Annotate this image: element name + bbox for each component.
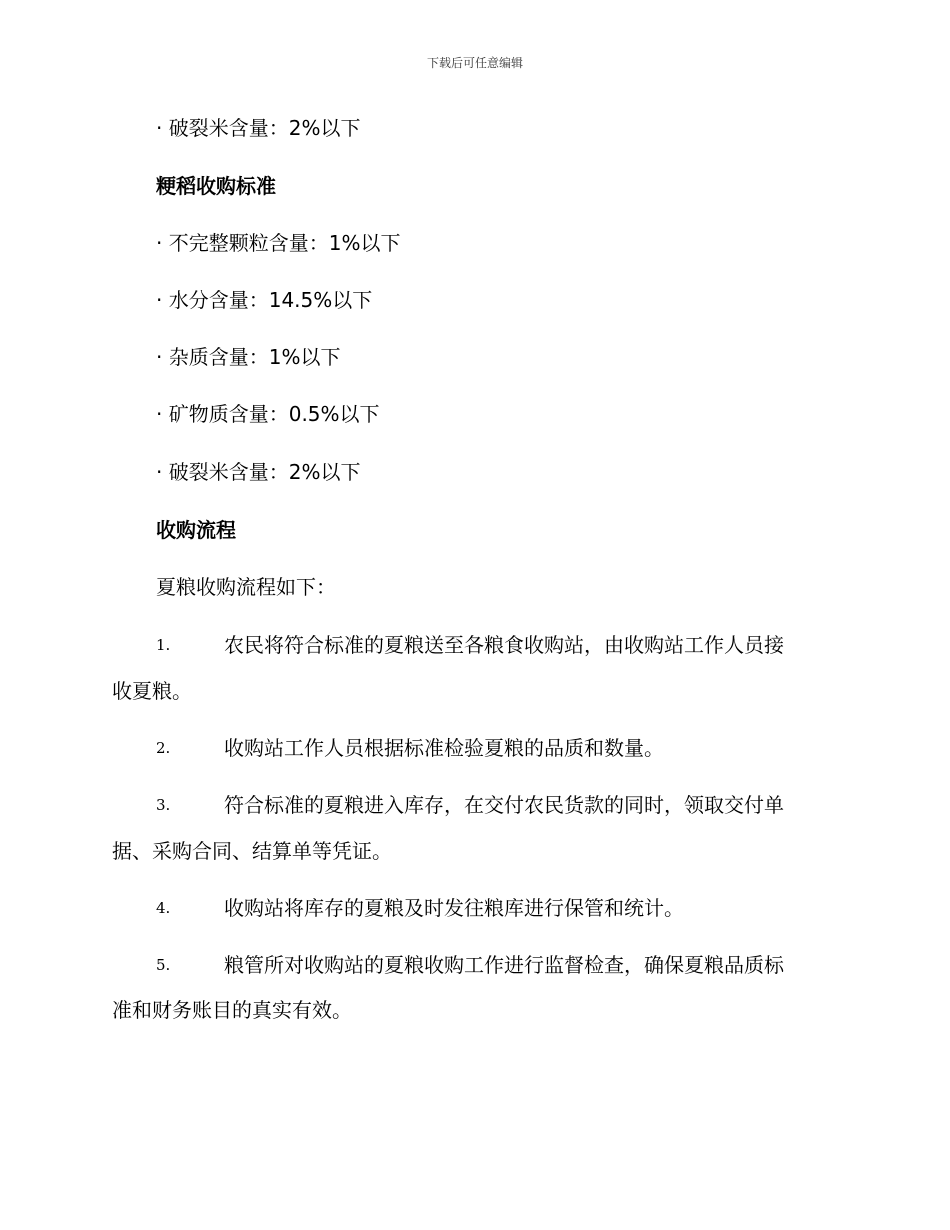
bullet-broken-rice: · 破裂米含量：2%以下 [156,460,361,484]
bullet-broken-rice-prev: · 破裂米含量：2%以下 [156,116,361,140]
process-item-text: 符合标准的夏粮进入库存，在交付农民货款的同时，领取交付单 [224,793,784,817]
process-item-text: 农民将符合标准的夏粮送至各粮食收购站，由收购站工作人员接 [224,633,784,657]
page-header: 下载后可任意编辑 [426,56,523,70]
process-item-number: 4. [156,899,171,917]
bullet-mineral: · 矿物质含量：0.5%以下 [156,402,380,426]
process-item-text-cont: 据、采购合同、结算单等凭证。 [112,839,392,863]
process-intro: 夏粮收购流程如下： [156,575,336,599]
process-item-number: 5. [156,956,171,974]
heading-process: 收购流程 [156,518,236,542]
process-item-text: 收购站将库存的夏粮及时发往粮库进行保管和统计。 [224,896,684,920]
process-item-number: 3. [156,796,171,814]
process-item-text-cont: 收夏粮。 [112,679,192,703]
heading-japonica-standard: 粳稻收购标准 [156,174,276,198]
process-item-number: 1. [156,636,171,654]
process-item-number: 2. [156,739,171,757]
process-item-text: 收购站工作人员根据标准检验夏粮的品质和数量。 [224,736,664,760]
bullet-impurity: · 杂质含量：1%以下 [156,345,341,369]
process-item-text-cont: 准和财务账目的真实有效。 [112,998,352,1022]
process-item-text: 粮管所对收购站的夏粮收购工作进行监督检查，确保夏粮品质标 [224,953,784,977]
bullet-incomplete-grain: · 不完整颗粒含量：1%以下 [156,231,401,255]
bullet-moisture: · 水分含量：14.5%以下 [156,288,373,312]
